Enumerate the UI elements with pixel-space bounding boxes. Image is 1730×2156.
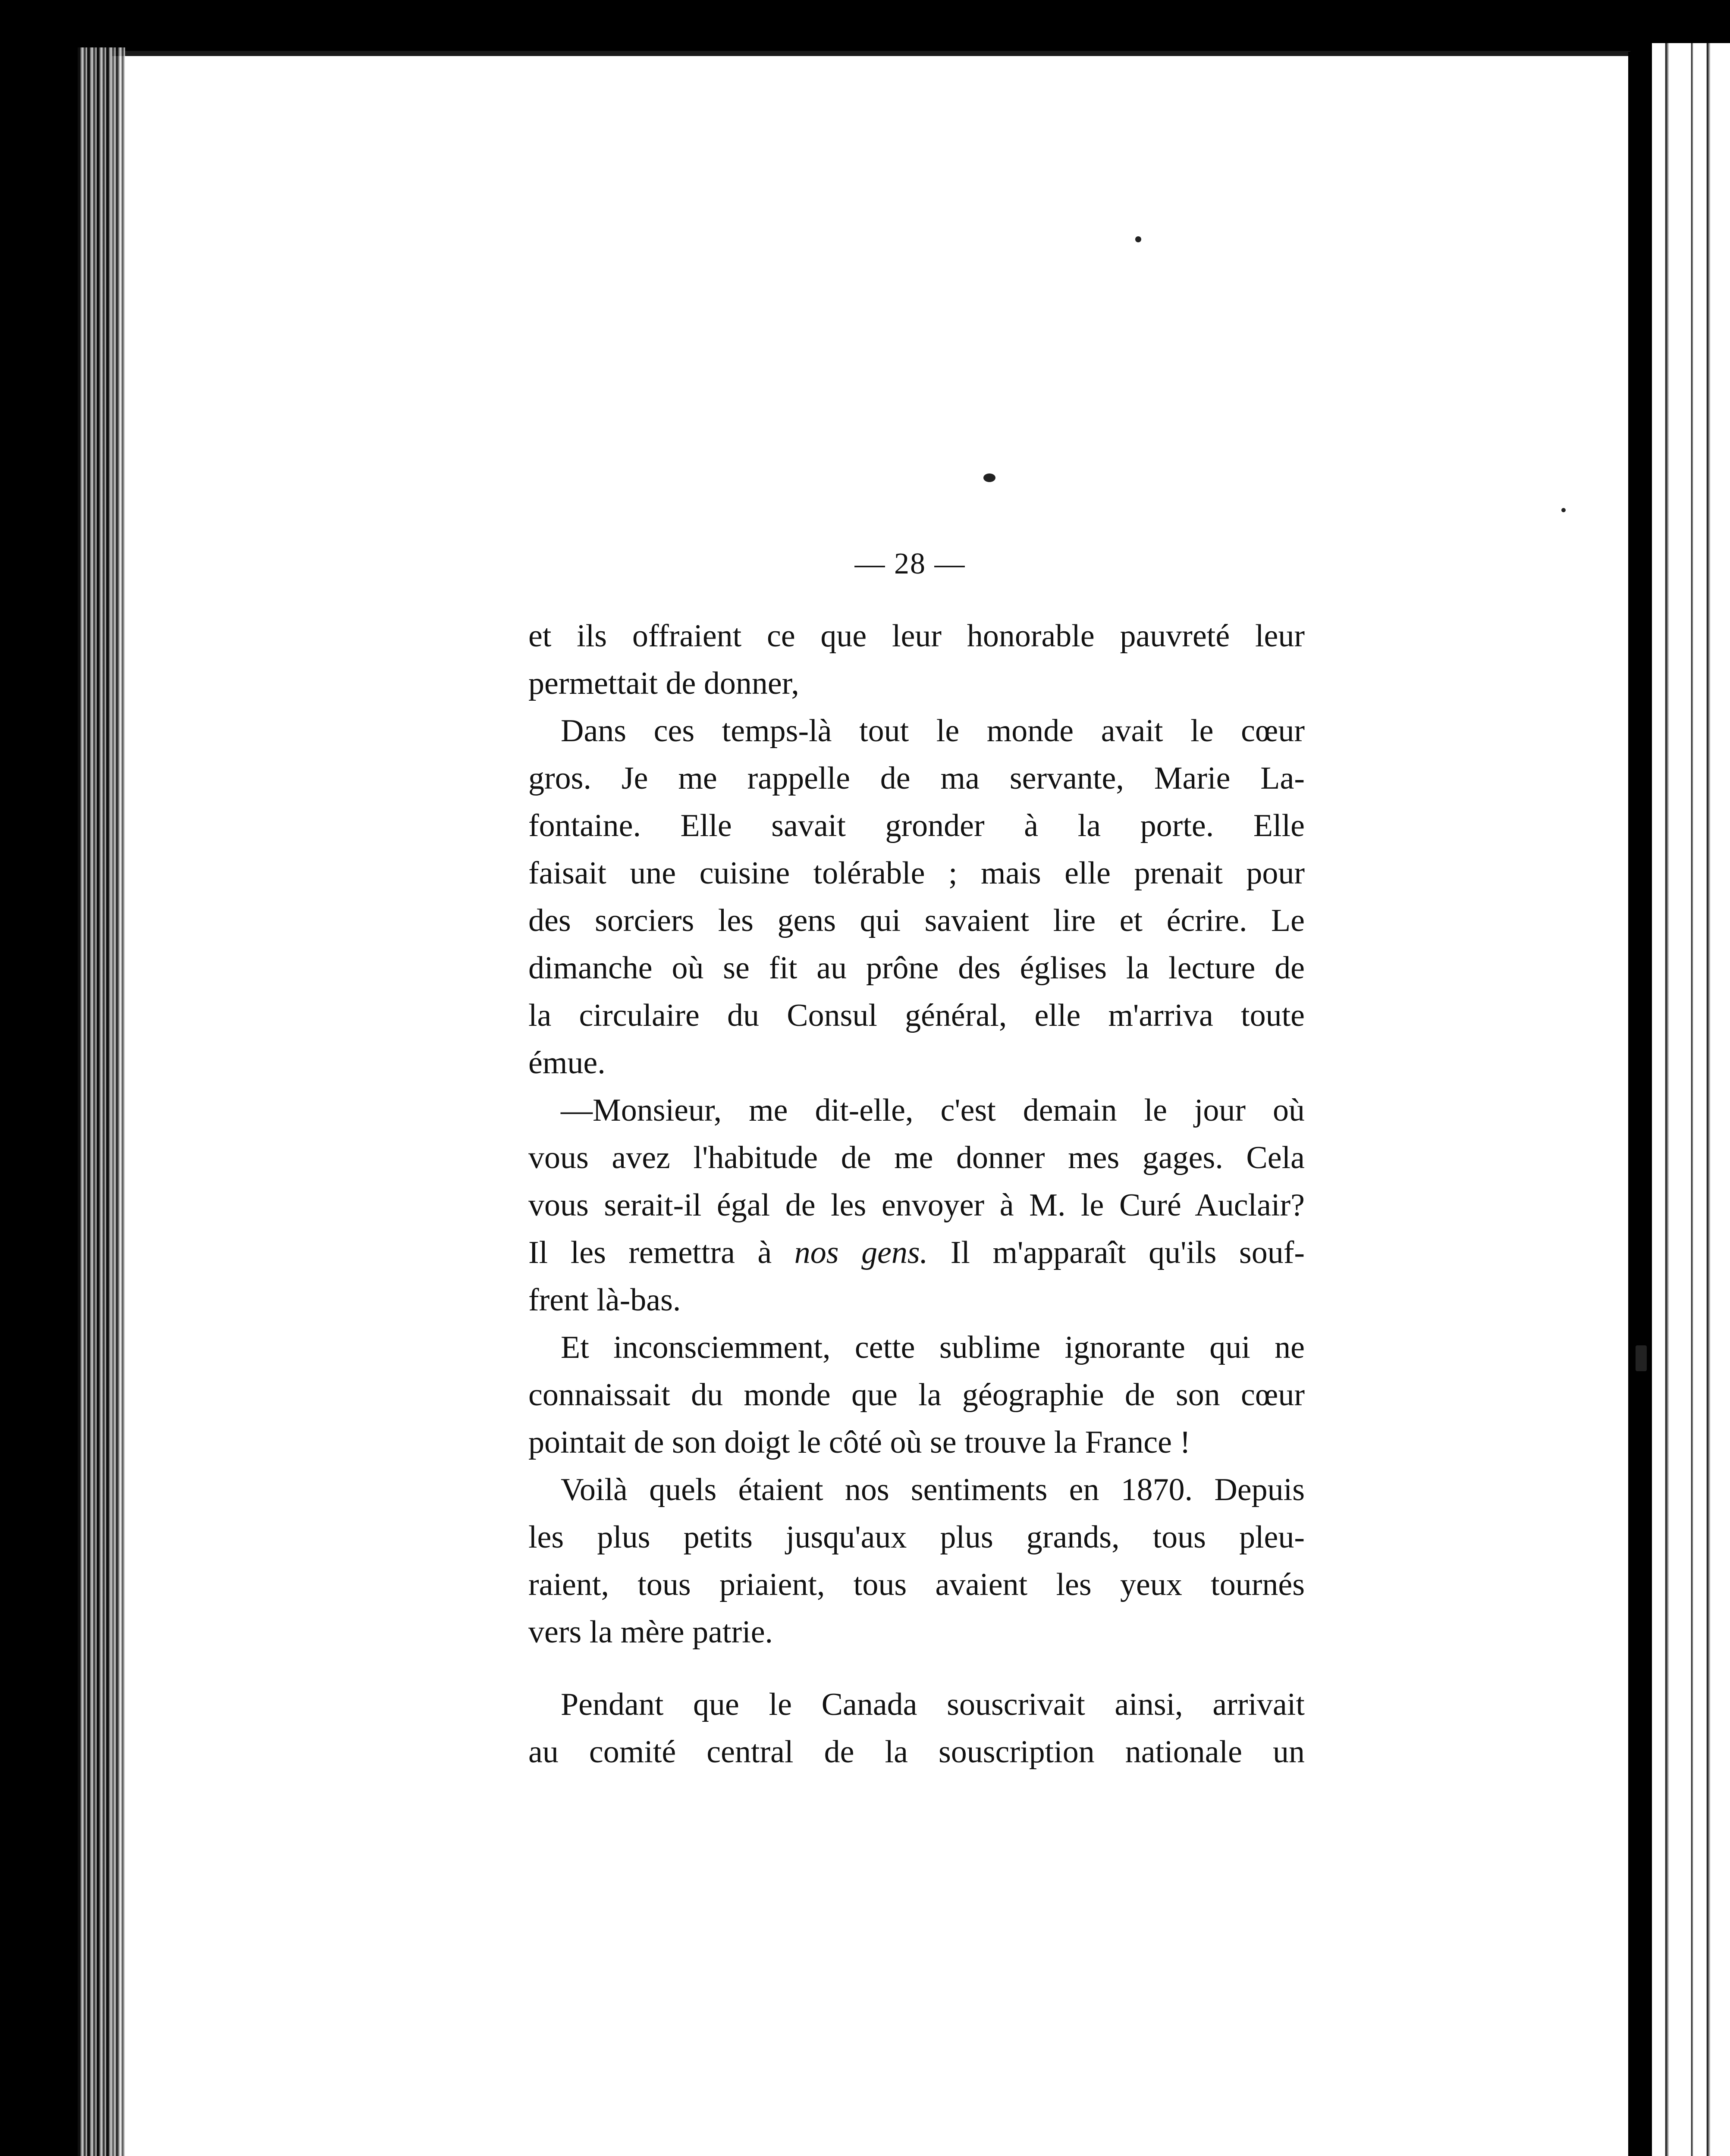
text-line: au comité central de la souscription nationale un <box>528 1734 1305 1770</box>
paragraph <box>528 707 1305 1087</box>
scan-speck <box>1135 236 1141 242</box>
binding-gutter <box>78 47 125 2156</box>
body-text <box>528 612 1305 1776</box>
paragraph <box>528 612 1305 707</box>
text-line: gros. Je me rappelle de ma servante, Marie La- <box>528 761 1305 796</box>
text-run: Il m'apparaît qu'ils souf- <box>928 1235 1305 1270</box>
scan-speck <box>1561 508 1566 512</box>
text-line: Dans ces temps-là tout le monde avait le cœur <box>561 713 1305 749</box>
page-right-edge <box>1628 52 1645 2156</box>
text-run: Il les remettra à <box>528 1235 794 1270</box>
scan-speck <box>1636 1345 1647 1371</box>
paragraph <box>528 1087 1305 1324</box>
text-line: faisait une cuisine tolérable ; mais elle prenait pour <box>528 856 1305 891</box>
scan-speck <box>983 473 995 482</box>
text-line: des sorciers les gens qui savaient lire et écrire. Le <box>528 903 1305 938</box>
page-number: — 28 — <box>854 547 966 580</box>
paragraph <box>528 1324 1305 1466</box>
italic-run: nos gens. <box>794 1235 928 1270</box>
text-line: dimanche où se fit au prône des églises la lecture de <box>528 950 1305 986</box>
text-line: et ils offraient ce que leur honorable pauvreté leur <box>528 618 1305 654</box>
next-page-edge <box>1652 43 1730 2156</box>
paragraph <box>528 1681 1305 1776</box>
text-line: les plus petits jusqu'aux plus grands, tous pleu- <box>528 1520 1305 1555</box>
text-line: vers la mère patrie. <box>528 1614 773 1650</box>
text-line: Pendant que le Canada souscrivait ainsi, arrivait <box>561 1687 1305 1722</box>
text-line: connaissait du monde que la géographie de son cœur <box>528 1377 1305 1413</box>
text-line: fontaine. Elle savait gronder à la porte. Elle <box>528 808 1305 843</box>
text-line: vous serait-il égal de les envoyer à M. le Curé Auclair? <box>528 1188 1305 1223</box>
text-line: émue. <box>528 1045 606 1081</box>
paragraph <box>528 1466 1305 1656</box>
text-line: pointait de son doigt le côté où se trouve la France ! <box>528 1425 1191 1460</box>
text-line: la circulaire du Consul général, elle m'arriva toute <box>528 998 1305 1033</box>
text-line: raient, tous priaient, tous avaient les yeux tournés <box>528 1567 1305 1602</box>
text-line: Et inconsciemment, cette sublime ignorante qui ne <box>561 1330 1305 1365</box>
text-line-with-italic <box>528 1229 1305 1276</box>
text-line: Voilà quels étaient nos sentiments en 1870. Depuis <box>561 1472 1305 1507</box>
text-line: —Monsieur, me dit-elle, c'est demain le jour où <box>561 1093 1305 1128</box>
text-line: vous avez l'habitude de me donner mes gages. Cela <box>528 1140 1305 1175</box>
text-line: frent là-bas. <box>528 1282 681 1318</box>
text-line: permettait de donner, <box>528 666 799 701</box>
